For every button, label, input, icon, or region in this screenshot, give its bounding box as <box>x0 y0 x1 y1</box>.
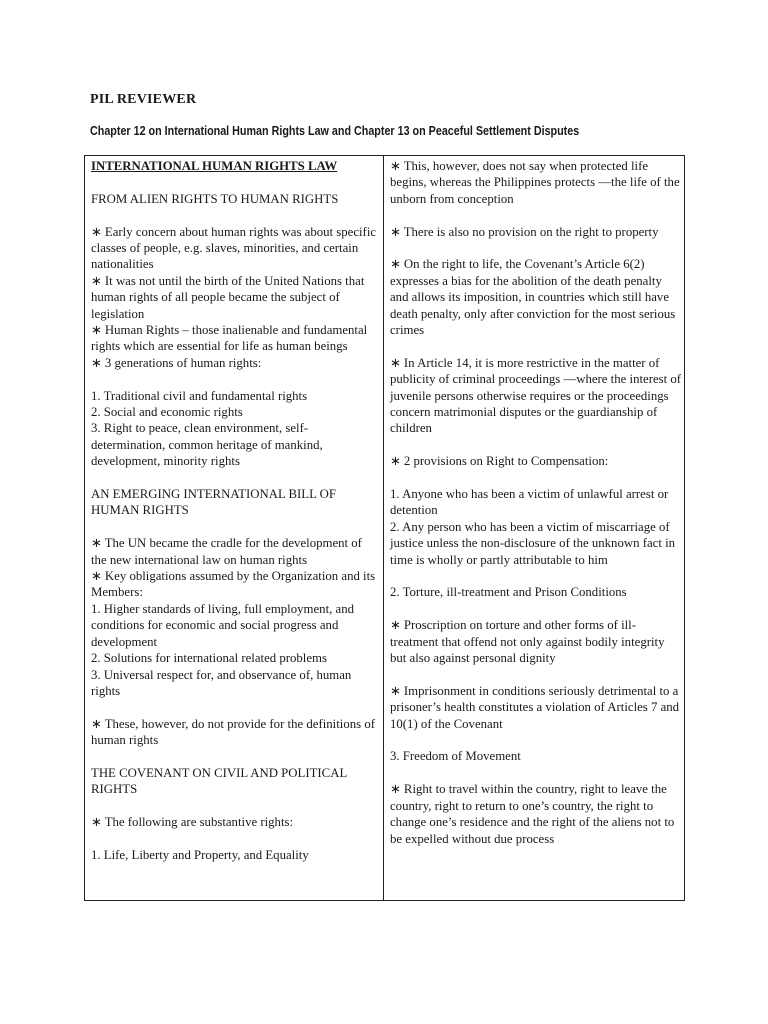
paragraph: ∗ Proscription on torture and other forms of ill-treatment that offend not only against bodily integrity but also against personal dignity <box>390 618 665 666</box>
spacer <box>91 207 379 223</box>
paragraph: ∗ 3 generations of human rights: <box>91 355 262 370</box>
paragraph: 1. Higher standards of living, full employment, and conditions for economic and social progress and development <box>91 601 354 649</box>
spacer <box>390 437 682 453</box>
spacer <box>91 699 379 715</box>
text-block <box>91 535 379 699</box>
document-title: PIL REVIEWER <box>90 92 197 107</box>
spacer <box>91 174 379 190</box>
paragraph: ∗ Early concern about human rights was about specific classes of people, e.g. slaves, minorities, and certain nationalities <box>91 224 377 272</box>
spacer <box>390 207 682 223</box>
text-block <box>91 191 379 207</box>
paragraph: 1. Anyone who has been a victim of unlawful arrest or detention <box>390 487 669 518</box>
paragraph: 2. Social and economic rights <box>91 405 243 420</box>
text-block <box>91 486 379 519</box>
paragraph: 2. Solutions for international related problems <box>91 651 327 666</box>
paragraph: AN EMERGING INTERNATIONAL BILL OF HUMAN RIGHTS <box>91 487 337 518</box>
paragraph: ∗ Human Rights – those inalienable and fundamental rights which are essential for life as human beings <box>91 323 368 354</box>
spacer <box>390 470 682 486</box>
notes-table <box>84 155 685 901</box>
paragraph: 1. Life, Liberty and Property, and Equality <box>91 847 309 862</box>
paragraph: ∗ There is also no provision on the right to property <box>390 224 659 239</box>
document-subtitle: Chapter 12 on International Human Rights Law and Chapter 13 on Peaceful Settlement Disputes <box>90 124 580 138</box>
paragraph: ∗ On the right to life, the Covenant’s Article 6(2) expresses a bias for the abolition of the death penalty and allows its imposition, in countries which still have death penalty, only after conviction for the most serious crimes <box>390 257 676 338</box>
paragraph: ∗ In Article 14, it is more restrictive in the matter of publicity of criminal proceedings —where the interest of juvenile persons otherwise requires or the proceedings concern matrimonial disputes or the guardianship of children <box>390 355 682 436</box>
spacer <box>91 831 379 847</box>
spacer <box>390 601 682 617</box>
paragraph: THE COVENANT ON CIVIL AND POLITICAL RIGHTS <box>91 765 347 797</box>
spacer <box>91 519 379 535</box>
spacer <box>91 470 379 486</box>
section-heading: INTERNATIONAL HUMAN RIGHTS LAW <box>91 159 338 173</box>
text-block <box>390 486 682 568</box>
spacer <box>390 568 682 584</box>
paragraph: ∗ Key obligations assumed by the Organization and its Members: <box>91 569 376 600</box>
text-block <box>91 224 379 372</box>
text-block <box>390 158 682 207</box>
paragraph: 3. Right to peace, clean environment, self-determination, common heritage of mankind, development, minority rights <box>91 421 323 469</box>
text-block <box>390 683 682 732</box>
text-block <box>390 748 682 764</box>
text-block <box>390 355 682 437</box>
text-block <box>91 388 379 470</box>
paragraph: 2. Any person who has been a victim of miscarriage of justice unless the non-disclosure of the unknown fact in time is wholly or partly attributable to him <box>390 519 676 567</box>
text-block <box>91 716 379 749</box>
paragraph: ∗ This, however, does not say when protected life begins, whereas the Philippines protects —the life of the unborn from conception <box>390 159 680 206</box>
paragraph: ∗ The UN became the cradle for the development of the new international law on human rights <box>91 536 362 567</box>
spacer <box>91 371 379 387</box>
text-block <box>91 847 379 863</box>
spacer <box>390 240 682 256</box>
paragraph: ∗ Imprisonment in conditions seriously detrimental to a prisoner’s health constitutes a violation of Articles 7 and 10(1) of the Covenant <box>390 683 680 731</box>
paragraph: 3. Freedom of Movement <box>390 749 521 764</box>
text-block <box>390 453 682 469</box>
spacer <box>390 732 682 748</box>
spacer <box>91 798 379 814</box>
paragraph: ∗ These, however, do not provide for the definitions of human rights <box>91 716 375 748</box>
paragraph: 1. Traditional civil and fundamental rights <box>91 388 308 403</box>
text-block <box>390 256 682 338</box>
paragraph: ∗ Right to travel within the country, right to leave the country, right to return to one’s country, the right to change one’s residence and the right of the aliens not to be expelled without due process <box>390 782 675 846</box>
left-column <box>91 158 379 863</box>
spacer <box>390 338 682 354</box>
spacer <box>390 666 682 682</box>
text-block <box>390 781 682 847</box>
paragraph: FROM ALIEN RIGHTS TO HUMAN RIGHTS <box>91 191 339 206</box>
text-block <box>91 814 379 830</box>
text-block <box>390 584 682 600</box>
spacer <box>390 765 682 781</box>
right-column <box>390 158 682 847</box>
paragraph: 3. Universal respect for, and observance of, human rights <box>91 667 352 698</box>
text-block <box>390 224 682 240</box>
paragraph: 2. Torture, ill-treatment and Prison Conditions <box>390 585 627 600</box>
text-block <box>390 617 682 666</box>
column-divider <box>383 156 384 900</box>
paragraph: ∗ 2 provisions on Right to Compensation: <box>390 454 609 469</box>
text-block <box>91 765 379 798</box>
paragraph: ∗ The following are substantive rights: <box>91 815 294 830</box>
paragraph: ∗ It was not until the birth of the United Nations that human rights of all people became the subject of legislation <box>91 273 365 321</box>
spacer <box>91 749 379 765</box>
